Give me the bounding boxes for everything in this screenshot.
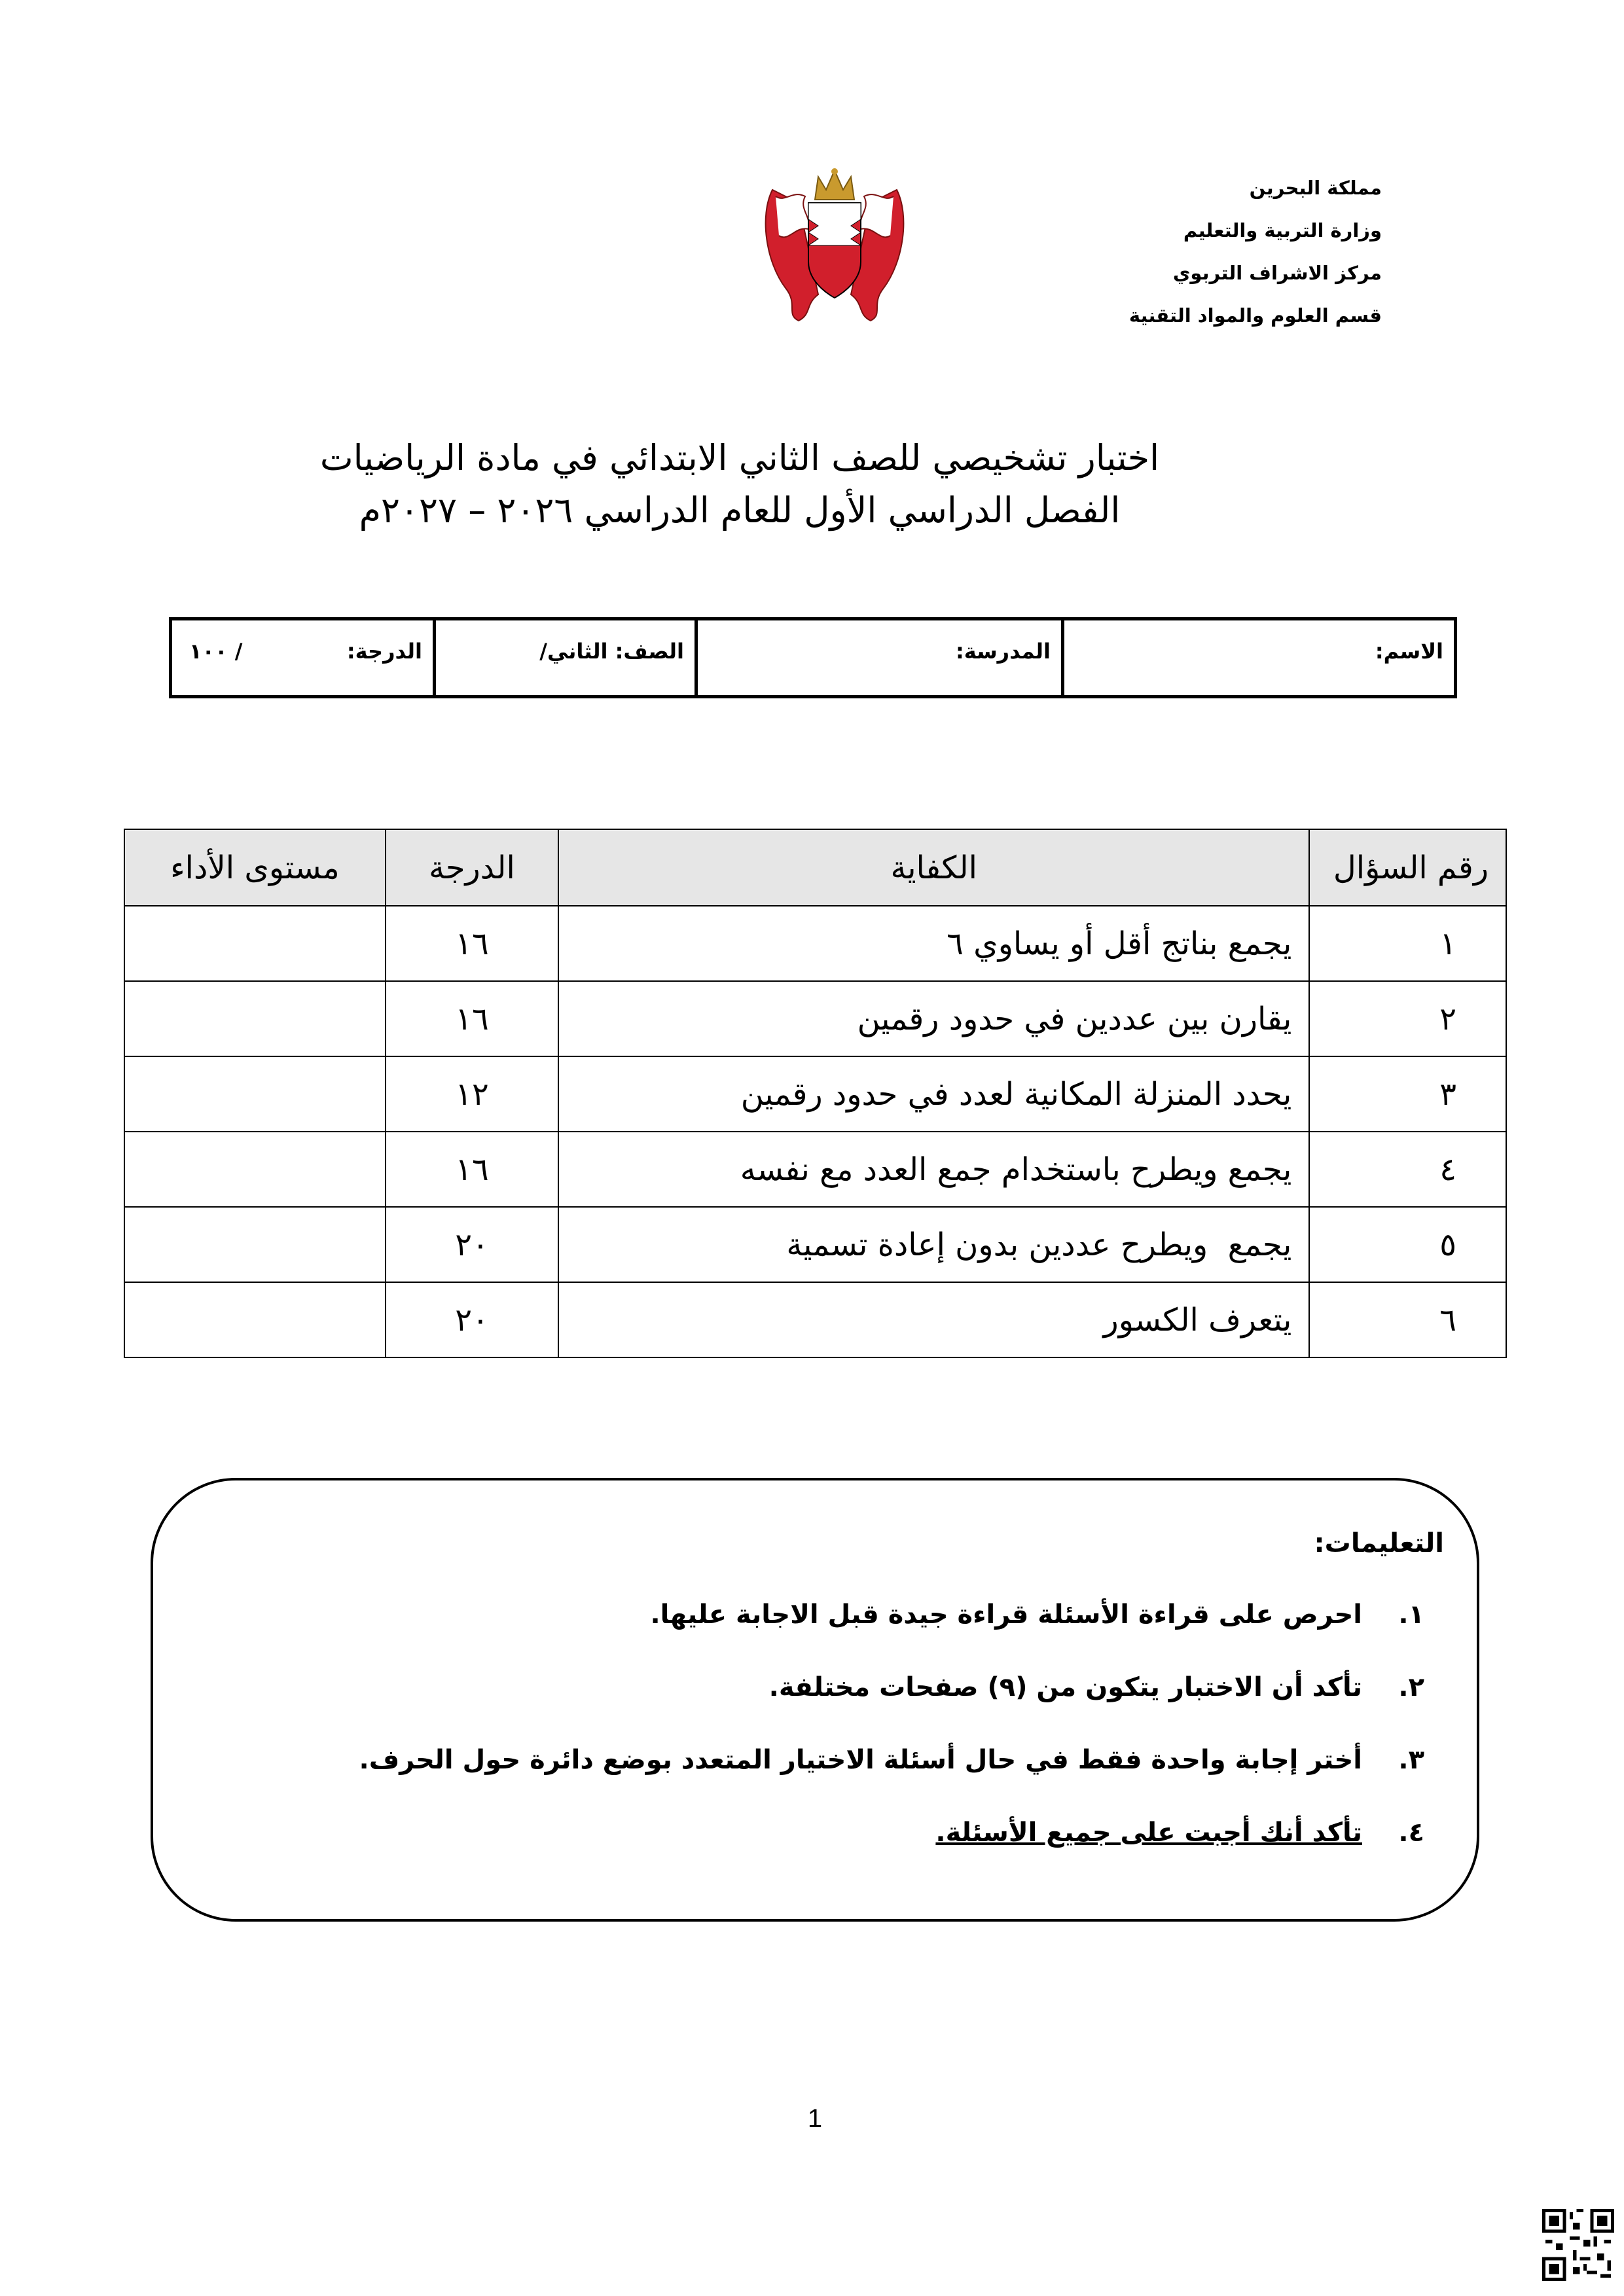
table-row xyxy=(124,1207,1506,1282)
question-number: ١ xyxy=(1309,906,1506,981)
score-cell[interactable] xyxy=(172,620,433,695)
grade-cell[interactable] xyxy=(433,620,695,695)
question-number: ٣ xyxy=(1309,1056,1506,1132)
ministry-line: وزارة التربية والتعليم xyxy=(1183,219,1382,242)
degree-value: ١٦ xyxy=(386,1132,558,1207)
exam-title xyxy=(249,432,1231,537)
performance-level-cell[interactable] xyxy=(124,1056,386,1132)
competency-text: يجمع ويطرح باستخدام جمع العدد مع نفسه xyxy=(558,1132,1309,1207)
degree-value: ٢٠ xyxy=(386,1282,558,1357)
instruction-number: ١. xyxy=(1398,1600,1424,1630)
table-row xyxy=(124,1056,1506,1132)
department-line: قسم العلوم والمواد التقنية xyxy=(1128,304,1382,327)
degree-value: ١٦ xyxy=(386,981,558,1056)
instructions-heading: التعليمات: xyxy=(1314,1528,1444,1558)
competency-text: يجمع ويطرح عددين بدون إعادة تسمية xyxy=(558,1207,1309,1282)
score-total: / ١٠٠ xyxy=(189,639,243,664)
degree-value: ١٢ xyxy=(386,1056,558,1132)
grade-label: الصف: الثاني/ xyxy=(539,639,684,664)
title-line-2: الفصل الدراسي الأول للعام الدراسي ٢٠٢٦ – ٢٠٢٧م xyxy=(359,490,1121,531)
table-row xyxy=(124,981,1506,1056)
table-row xyxy=(124,906,1506,981)
student-info-bar xyxy=(169,617,1457,698)
table-header-row xyxy=(124,829,1506,906)
performance-level-cell[interactable] xyxy=(124,1282,386,1357)
question-number: ٤ xyxy=(1309,1132,1506,1207)
competency-table xyxy=(124,829,1507,1358)
degree-value: ٢٠ xyxy=(386,1207,558,1282)
header-degree: الدرجة xyxy=(386,829,558,906)
header-competency: الكفاية xyxy=(558,829,1309,906)
question-number: ٦ xyxy=(1309,1282,1506,1357)
competency-text: يتعرف الكسور xyxy=(558,1282,1309,1357)
question-number: ٢ xyxy=(1309,981,1506,1056)
instruction-text: احرص على قراءة الأسئلة قراءة جيدة قبل الاجابة عليها. xyxy=(650,1600,1362,1630)
bahrain-emblem-icon xyxy=(759,164,910,327)
performance-level-cell[interactable] xyxy=(124,1132,386,1207)
instructions-box xyxy=(151,1478,1479,1922)
instruction-text: تأكد أن الاختبار يتكون من (٩) صفحات مختلفة. xyxy=(768,1672,1362,1702)
table-row xyxy=(124,1132,1506,1207)
instruction-text: أختر إجابة واحدة فقط في حال أسئلة الاختيار المتعدد بوضع دائرة حول الحرف. xyxy=(359,1745,1362,1775)
competency-text: يقارن بين عددين في حدود رقمين xyxy=(558,981,1309,1056)
qr-code-icon[interactable] xyxy=(1542,2209,1614,2281)
header-question-number: رقم السؤال xyxy=(1309,829,1506,906)
instruction-number: ٢. xyxy=(1398,1672,1424,1702)
center-line: مركز الاشراف التربوي xyxy=(1172,262,1382,284)
instruction-item xyxy=(935,1818,1424,1848)
instruction-number: ٣. xyxy=(1398,1745,1424,1775)
performance-level-cell[interactable] xyxy=(124,906,386,981)
instruction-item xyxy=(359,1745,1424,1775)
name-cell[interactable] xyxy=(1061,620,1454,695)
instruction-item xyxy=(650,1600,1424,1630)
competency-text: يجمع بناتج أقل أو يساوي ٦ xyxy=(558,906,1309,981)
school-cell[interactable] xyxy=(695,620,1061,695)
performance-level-cell[interactable] xyxy=(124,1207,386,1282)
title-line-1: اختبار تشخيصي للصف الثاني الابتدائي في مادة الرياضيات xyxy=(319,437,1160,478)
school-label: المدرسة: xyxy=(955,639,1051,664)
table-row xyxy=(124,1282,1506,1357)
score-label: الدرجة: xyxy=(346,639,422,664)
page-number: 1 xyxy=(807,2104,823,2133)
instruction-number: ٤. xyxy=(1398,1818,1424,1848)
name-label: الاسم: xyxy=(1375,639,1443,664)
header-performance-level: مستوى الأداء xyxy=(124,829,386,906)
performance-level-cell[interactable] xyxy=(124,981,386,1056)
kingdom-line: مملكة البحرين xyxy=(1249,177,1382,199)
question-number: ٥ xyxy=(1309,1207,1506,1282)
degree-value: ١٦ xyxy=(386,906,558,981)
ministry-header xyxy=(924,167,1382,337)
instruction-text: تأكد أنك أجبت على جميع الأسئلة. xyxy=(935,1818,1362,1848)
instruction-item xyxy=(769,1672,1424,1702)
competency-text: يحدد المنزلة المكانية لعدد في حدود رقمين xyxy=(558,1056,1309,1132)
